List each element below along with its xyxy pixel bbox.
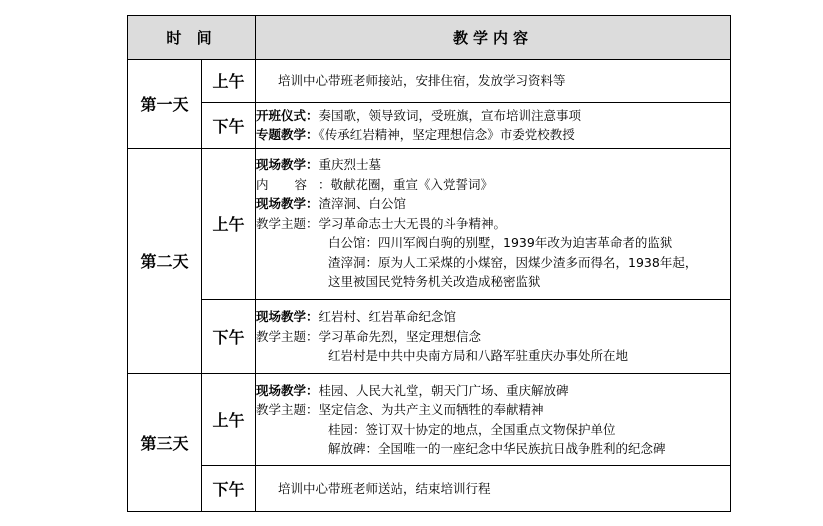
line-label: 现场教学 bbox=[256, 382, 307, 398]
line-text: 渣滓洞：原为人工采煤的小煤窑，因煤少渣多而得名，1938年起， bbox=[328, 254, 698, 270]
line-text: 学习革命志士大无畏的斗争精神。 bbox=[318, 215, 507, 231]
line-label: 专题教学 bbox=[256, 127, 307, 143]
session-content bbox=[256, 466, 731, 512]
schedule-table bbox=[127, 15, 731, 512]
content-line: 现场教学：桂园、人民大礼堂，朝天门广场、重庆解放碑 bbox=[256, 382, 569, 398]
table-row bbox=[128, 374, 731, 466]
content-line bbox=[256, 439, 730, 459]
content-line: 现场教学：重庆烈士墓 bbox=[256, 157, 382, 173]
line-label: 现场教学 bbox=[256, 196, 307, 212]
line-text: 《传承红岩精神，坚定理想信念》市委党校教授 bbox=[318, 127, 575, 143]
content-line bbox=[256, 71, 730, 91]
content-line bbox=[256, 272, 730, 292]
table-row bbox=[128, 102, 731, 148]
content-line: 教学主题：学习革命志士大无畏的斗争精神。 bbox=[256, 215, 507, 231]
content-line: 现场教学：红岩村、红岩革命纪念馆 bbox=[256, 309, 457, 325]
content-line: 教学主题：坚定信念、为共产主义而牺牲的奉献精神 bbox=[256, 402, 544, 418]
line-label: 教学主题 bbox=[256, 215, 307, 231]
line-text: 学习革命先烈，坚定理想信念 bbox=[318, 328, 482, 344]
content-line: 专题教学：《传承红岩精神，坚定理想信念》市委党校教授 bbox=[256, 127, 575, 143]
line-text: 培训中心带班老师接站，安排住宿，发放学习资料等 bbox=[278, 73, 566, 89]
time-header: 时 间 bbox=[128, 16, 256, 60]
content-line: 开班仪式：奏国歌，领导致词，受班旗，宣布培训注意事项 bbox=[256, 107, 582, 123]
half-day-label: 下午 bbox=[202, 299, 256, 374]
table-row bbox=[128, 299, 731, 374]
line-text: 这里被国民党特务机关改造成秘密监狱 bbox=[328, 274, 541, 290]
line-text: 桂园：签订双十协定的地点，全国重点文物保护单位 bbox=[328, 421, 616, 437]
content-line bbox=[256, 253, 730, 273]
line-text: 红岩村是中共中央南方局和八路军驻重庆办事处所在地 bbox=[328, 348, 629, 364]
line-text: 白公馆：四川军阀白驹的别墅，1939年改为迫害革命者的监狱 bbox=[328, 235, 673, 251]
half-day-label: 下午 bbox=[202, 102, 256, 148]
line-label: 教学主题 bbox=[256, 402, 307, 418]
session-content bbox=[256, 59, 731, 102]
line-label: 开班仪式 bbox=[256, 107, 307, 123]
line-text: 奏国歌，领导致词，受班旗，宣布培训注意事项 bbox=[318, 107, 582, 123]
content-line: 内 容：敬献花圈，重宣《入党誓词》 bbox=[256, 176, 494, 192]
content-line bbox=[256, 420, 730, 440]
day-label: 第三天 bbox=[128, 374, 202, 512]
half-day-label: 上午 bbox=[202, 59, 256, 102]
line-text: 敬献花圈，重宣《入党誓词》 bbox=[330, 176, 494, 192]
session-content bbox=[256, 148, 731, 299]
line-label: 内 容 bbox=[256, 176, 318, 192]
half-day-label: 上午 bbox=[202, 374, 256, 466]
line-label: 教学主题 bbox=[256, 328, 307, 344]
line-label: 现场教学 bbox=[256, 309, 307, 325]
line-label: 现场教学 bbox=[256, 157, 307, 173]
header-row bbox=[128, 16, 731, 60]
line-text: 解放碑：全国唯一的一座纪念中华民族抗日战争胜利的纪念碑 bbox=[328, 441, 666, 457]
half-day-label: 下午 bbox=[202, 466, 256, 512]
line-text: 渣滓洞、白公馆 bbox=[318, 196, 407, 212]
table-row bbox=[128, 148, 731, 299]
content-line bbox=[256, 233, 730, 253]
line-text: 红岩村、红岩革命纪念馆 bbox=[318, 309, 457, 325]
day-label: 第一天 bbox=[128, 59, 202, 148]
content-line bbox=[256, 346, 730, 366]
session-content bbox=[256, 374, 731, 466]
line-text: 培训中心带班老师送站，结束培训行程 bbox=[278, 480, 491, 496]
table-row bbox=[128, 59, 731, 102]
session-content bbox=[256, 102, 731, 148]
content-line: 教学主题：学习革命先烈，坚定理想信念 bbox=[256, 328, 482, 344]
half-day-label: 上午 bbox=[202, 148, 256, 299]
day-label: 第二天 bbox=[128, 148, 202, 374]
content-line bbox=[256, 479, 730, 499]
content-line: 现场教学：渣滓洞、白公馆 bbox=[256, 196, 407, 212]
content-header: 教学内容 bbox=[256, 16, 731, 60]
line-text: 坚定信念、为共产主义而牺牲的奉献精神 bbox=[318, 402, 544, 418]
line-text: 重庆烈士墓 bbox=[318, 157, 382, 173]
line-text: 桂园、人民大礼堂，朝天门广场、重庆解放碑 bbox=[318, 382, 569, 398]
session-content bbox=[256, 299, 731, 374]
table-row bbox=[128, 466, 731, 512]
